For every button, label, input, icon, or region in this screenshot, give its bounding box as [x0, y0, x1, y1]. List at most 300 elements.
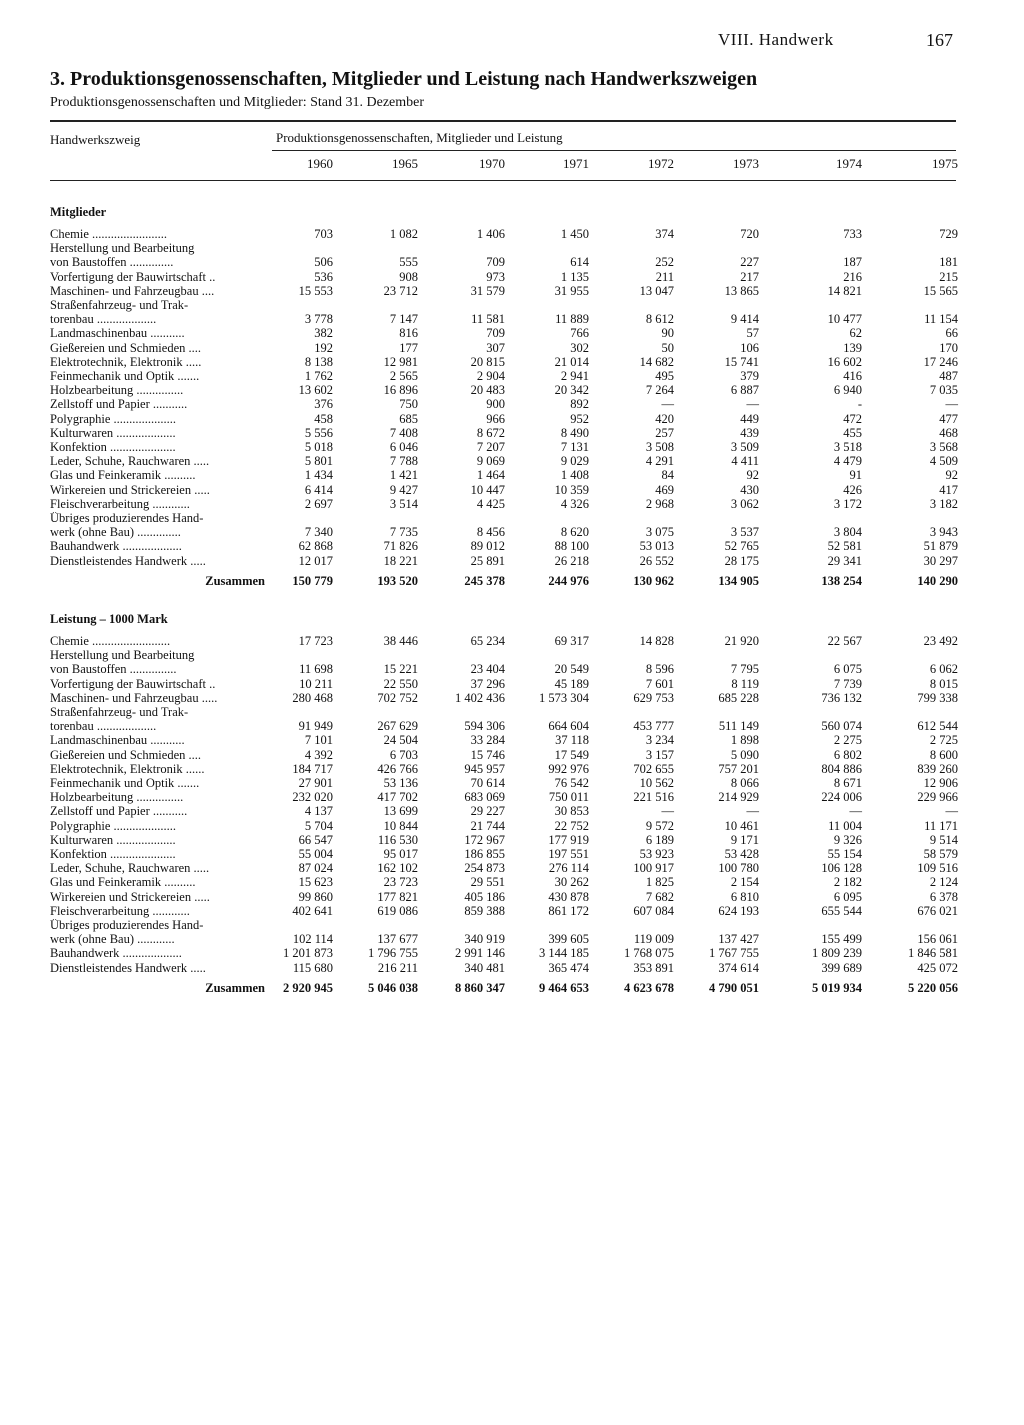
cell-1960: 506 [314, 255, 333, 270]
cell-1973: 1 898 [730, 733, 759, 748]
cell-1973: 449 [740, 411, 759, 426]
cell-1971: 302 [570, 340, 589, 355]
cell-1965: 3 514 [389, 496, 418, 511]
cell-1973: 5 090 [730, 747, 759, 762]
page-number: 167 [926, 30, 953, 50]
cell-1973: 227 [740, 255, 759, 270]
table-row [50, 469, 960, 482]
cell-1971: 22 752 [554, 818, 589, 833]
cell-1972: 495 [655, 369, 674, 383]
cell-1971: 3 144 185 [539, 946, 589, 961]
cell-1972: 221 516 [633, 790, 674, 805]
group-column-header: Produktionsgenossenschaften, Mitglieder und Leistung [276, 130, 563, 145]
cell-1975: 4 509 [929, 454, 958, 469]
cell-1973: 3 509 [730, 440, 759, 454]
cell-1974: 3 804 [833, 525, 862, 540]
cell-1974: - [857, 397, 862, 412]
cell-1965: 1 796 755 [368, 946, 418, 961]
row-label: werk (ohne Bau) .............. [50, 526, 181, 540]
chapter-title: VIII. Handwerk [718, 30, 834, 49]
cell-1974: 22 567 [827, 634, 862, 648]
cell-1974: 733 [843, 227, 862, 241]
cell-1971: 1 573 304 [539, 690, 589, 705]
cell-1975: 12 906 [923, 776, 958, 790]
cell-1970: 254 873 [464, 861, 505, 876]
cell-1970: 7 207 [476, 440, 505, 454]
row-label: Gießereien und Schmieden .... [50, 341, 201, 355]
row-label: Fleischverarbeitung ............ [50, 904, 190, 918]
cell-1971: 766 [570, 326, 589, 341]
cell-1973: 379 [740, 369, 759, 383]
cell-1973: 106 [740, 340, 759, 355]
cell-1974: 399 689 [821, 960, 862, 975]
cell-1972: 84 [661, 468, 674, 483]
cell-1974: 2 182 [833, 875, 862, 890]
cell-1960: 12 017 [298, 553, 333, 568]
cell-1972: 469 [655, 482, 674, 497]
cell-1970: 31 579 [470, 283, 505, 298]
table-row [50, 398, 960, 411]
cell-1973: 53 428 [724, 847, 759, 861]
cell-1965: 750 [399, 397, 418, 412]
cell-1960: 15 553 [298, 283, 333, 298]
cell-1972: 8 596 [645, 662, 674, 677]
cell-1974: 62 [849, 326, 862, 341]
cell-1971: 20 342 [554, 383, 589, 398]
cell-1965: 7 408 [389, 425, 418, 440]
cell-1971: 1 450 [560, 227, 589, 241]
cell-1975: 66 [945, 326, 958, 341]
row-label: von Baustoffen .............. [50, 256, 174, 270]
cell-1960: 402 641 [292, 903, 333, 918]
cell-1970: 709 [486, 255, 505, 270]
cell-1975: — [945, 397, 958, 412]
cell-1974: 91 [849, 468, 862, 483]
table-row [50, 678, 960, 691]
cell-1970: 900 [486, 397, 505, 412]
cell-1972: 7 264 [645, 383, 674, 398]
table-row [50, 763, 960, 776]
cell-1970: 307 [486, 340, 505, 355]
cell-1970: 340 919 [464, 932, 505, 947]
row-label: Gießereien und Schmieden .... [50, 748, 201, 762]
cell-1975: 799 338 [917, 690, 958, 705]
year-header-1973: 1973 [733, 156, 759, 171]
cell-1965: 2 565 [389, 369, 418, 383]
cell-1975: 8 015 [929, 676, 958, 691]
cell-1974: 14 821 [827, 283, 862, 298]
cell-1970: 2 904 [476, 369, 505, 383]
cell-1975: 181 [939, 255, 958, 270]
table-row [50, 905, 960, 918]
cell-1971: 26 218 [554, 553, 589, 568]
cell-1974: 216 [843, 269, 862, 284]
cell-1965: 417 702 [377, 790, 418, 805]
cell-1960: 376 [314, 397, 333, 412]
cell-1975: 487 [939, 369, 958, 383]
cell-1970: 966 [486, 411, 505, 426]
cell-1972: 4 623 678 [624, 980, 674, 995]
row-label: Polygraphie .................... [50, 819, 177, 833]
row-label: Konfektion ..................... [50, 441, 176, 454]
cell-1971: 17 549 [554, 747, 589, 762]
cell-1975: 8 600 [929, 747, 958, 762]
table-row [50, 919, 960, 932]
cell-1965: 5 046 038 [368, 980, 418, 995]
cell-1960: 11 698 [299, 662, 333, 677]
cell-1972: 3 075 [645, 525, 674, 540]
section-title: Leistung – 1000 Mark [50, 612, 168, 626]
cell-1970: 340 481 [464, 960, 505, 975]
cell-1974: 455 [843, 425, 862, 440]
row-label: werk (ohne Bau) ............ [50, 933, 175, 947]
row-label: Glas und Feinkeramik .......... [50, 876, 196, 890]
row-label: Vorfertigung der Bauwirtschaft .. [50, 677, 216, 691]
table-row [50, 327, 960, 340]
cell-1960: 536 [314, 269, 333, 284]
cell-1971: 861 172 [548, 903, 589, 918]
cell-1972: 3 157 [645, 747, 674, 762]
cell-1974: 3 172 [833, 496, 862, 511]
cell-1974: 52 581 [827, 539, 862, 554]
cell-1972: 252 [655, 255, 674, 270]
cell-1960: 1 762 [304, 369, 333, 383]
cell-1965: 267 629 [377, 719, 418, 734]
cell-1974: 16 602 [827, 354, 862, 369]
row-label: Elektrotechnik, Elektronik ...... [50, 762, 205, 776]
cell-1971: 9 029 [560, 454, 589, 469]
row-label: Landmaschinenbau ........... [50, 734, 185, 748]
cell-1974: 3 518 [833, 440, 862, 454]
cell-1975: 7 035 [929, 383, 958, 398]
table-row [50, 820, 960, 833]
table-subtitle: Produktionsgenossenschaften und Mitglieder: Stand 31. Dezember [50, 95, 425, 110]
cell-1975: 30 297 [923, 553, 958, 568]
cell-1975: 109 516 [917, 861, 958, 876]
cell-1973: 430 [740, 482, 759, 497]
row-label: Kulturwaren ................... [50, 426, 176, 440]
cell-1970: 29 227 [470, 804, 505, 819]
cell-1974: 8 671 [833, 776, 862, 790]
cell-1973: 3 062 [730, 496, 759, 511]
cell-1973: 21 920 [724, 634, 759, 648]
cell-1960: 6 414 [304, 482, 333, 497]
cell-1971: 30 853 [554, 804, 589, 819]
top-rule [50, 120, 956, 122]
row-label: Wirkereien und Strickereien ..... [50, 890, 210, 904]
cell-1974: 138 254 [821, 573, 862, 588]
total-row [50, 575, 960, 588]
cell-1970: 172 967 [464, 832, 505, 847]
cell-1970: 65 234 [470, 634, 505, 648]
cell-1972: 4 291 [645, 454, 674, 469]
cell-1972: 7 601 [645, 676, 674, 691]
cell-1970: 11 581 [471, 312, 505, 327]
cell-1971: 365 474 [548, 960, 589, 975]
cell-1973: 685 228 [718, 690, 759, 705]
table-row [50, 834, 960, 847]
cell-1960: 10 211 [299, 676, 333, 691]
cell-1975: 215 [939, 269, 958, 284]
cell-1970: 405 186 [464, 889, 505, 904]
cell-1975: 140 290 [917, 573, 958, 588]
cell-1965: 23 712 [383, 283, 418, 298]
table-row [50, 791, 960, 804]
cell-1973: 4 790 051 [709, 980, 759, 995]
cell-1970: 33 284 [470, 733, 505, 748]
cell-1972: — [661, 804, 674, 819]
year-header-1960: 1960 [307, 156, 333, 171]
table-row [50, 962, 960, 975]
cell-1973: 134 905 [718, 573, 759, 588]
cell-1972: 3 234 [645, 733, 674, 748]
cell-1965: 116 530 [377, 832, 418, 847]
cell-1972: 90 [661, 326, 674, 341]
table-row [50, 512, 960, 525]
cell-1971: 276 114 [548, 861, 589, 876]
cell-1973: 15 741 [724, 354, 759, 369]
row-label: Elektrotechnik, Elektronik ..... [50, 355, 202, 369]
cell-1975: — [945, 804, 958, 819]
cell-1970: 8 672 [476, 425, 505, 440]
row-label: Polygraphie .................... [50, 412, 177, 426]
cell-1965: 426 766 [377, 761, 418, 776]
cell-1974: 224 006 [821, 790, 862, 805]
row-label: Landmaschinenbau ........... [50, 327, 185, 341]
cell-1974: 1 809 239 [812, 946, 862, 961]
table-row [50, 285, 960, 298]
cell-1965: 16 896 [383, 383, 418, 398]
cell-1965: 7 788 [389, 454, 418, 469]
cell-1965: 555 [399, 255, 418, 270]
cell-1965: 193 520 [377, 573, 418, 588]
cell-1965: 12 981 [383, 354, 418, 369]
cell-1965: 162 102 [377, 861, 418, 876]
cell-1971: 7 131 [560, 440, 589, 454]
cell-1971: 88 100 [554, 539, 589, 554]
year-header-1971: 1971 [563, 156, 589, 171]
table-row [50, 413, 960, 426]
cell-1970: 20 815 [470, 354, 505, 369]
cell-1973: 10 461 [724, 818, 759, 833]
cell-1960: 2 920 945 [283, 980, 333, 995]
cell-1974: 6 802 [833, 747, 862, 762]
year-header-1970: 1970 [479, 156, 505, 171]
cell-1973: 624 193 [718, 903, 759, 918]
table-row [50, 299, 960, 312]
row-label: Feinmechanik und Optik ....... [50, 777, 200, 790]
cell-1974: 55 154 [827, 847, 862, 861]
cell-1965: 71 826 [383, 539, 418, 554]
table-row [50, 498, 960, 511]
cell-1972: 453 777 [633, 719, 674, 734]
cell-1973: 720 [740, 227, 759, 241]
cell-1965: 7 147 [389, 312, 418, 327]
cell-1971: 244 976 [548, 573, 589, 588]
cell-1960: 7 101 [304, 733, 333, 748]
cell-1972: 257 [655, 425, 674, 440]
cell-1975: 729 [939, 227, 958, 241]
cell-1960: 382 [314, 326, 333, 341]
cell-1973: 757 201 [718, 761, 759, 776]
cell-1973: 137 427 [718, 932, 759, 947]
table-row [50, 370, 960, 383]
cell-1972: — [661, 397, 674, 412]
cell-1972: 353 891 [633, 960, 674, 975]
cell-1975: 92 [945, 468, 958, 483]
cell-1970: 4 425 [476, 496, 505, 511]
cell-1965: 23 723 [383, 875, 418, 890]
cell-1975: 156 061 [917, 932, 958, 947]
table-row [50, 649, 960, 662]
first-column-header: Handwerkszweig [50, 132, 141, 147]
cell-1975: 612 544 [917, 719, 958, 734]
cell-1960: 115 680 [292, 960, 333, 975]
cell-1972: 14 682 [639, 354, 674, 369]
row-label: Holzbearbeitung ............... [50, 791, 184, 805]
cell-1970: 1 464 [476, 468, 505, 483]
cell-1971: 892 [570, 397, 589, 412]
cell-1970: 2 991 146 [455, 946, 505, 961]
table-row [50, 384, 960, 397]
cell-1974: 6 075 [833, 662, 862, 677]
row-label: Kulturwaren ................... [50, 833, 176, 847]
cell-1960: 8 138 [304, 354, 333, 369]
cell-1971: 2 941 [560, 369, 589, 383]
row-label: Maschinen- und Fahrzeugbau ..... [50, 691, 218, 705]
cell-1965: 177 [399, 340, 418, 355]
cell-1960: 62 868 [298, 539, 333, 554]
cell-1975: 15 565 [923, 283, 958, 298]
cell-1965: 18 221 [383, 553, 418, 568]
table-row [50, 692, 960, 705]
cell-1975: 2 725 [929, 733, 958, 748]
row-label: Zellstoff und Papier ........... [50, 398, 188, 412]
cell-1974: 155 499 [821, 932, 862, 947]
cell-1972: 2 968 [645, 496, 674, 511]
cell-1972: 26 552 [639, 553, 674, 568]
cell-1960: 1 434 [304, 468, 333, 483]
cell-1970: 8 860 347 [455, 980, 505, 995]
cell-1960: 280 468 [292, 690, 333, 705]
cell-1973: 13 865 [724, 283, 759, 298]
cell-1973: 217 [740, 269, 759, 284]
row-label: Straßenfahrzeug- und Trak- [50, 706, 189, 719]
cell-1960: 99 860 [298, 889, 333, 904]
cell-1972: 50 [661, 340, 674, 355]
cell-1970: 186 855 [464, 847, 505, 861]
cell-1974: 655 544 [821, 903, 862, 918]
cell-1973: 8 066 [730, 776, 759, 790]
cell-1974: 106 128 [821, 861, 862, 876]
row-label: Herstellung und Bearbeitung [50, 649, 195, 663]
cell-1973: 214 929 [718, 790, 759, 805]
cell-1965: 13 699 [383, 804, 418, 819]
table-row [50, 891, 960, 904]
table-row [50, 441, 960, 454]
row-label: Übriges produzierendes Hand- [50, 512, 204, 525]
cell-1973: 8 119 [731, 676, 759, 691]
cell-1973: 57 [746, 326, 759, 341]
year-header-1972: 1972 [648, 156, 674, 171]
cell-1970: 29 551 [470, 875, 505, 890]
table-row [50, 484, 960, 497]
cell-1975: 6 062 [929, 662, 958, 677]
cell-1965: 137 677 [377, 932, 418, 947]
cell-1974: 426 [843, 482, 862, 497]
cell-1975: 229 966 [917, 790, 958, 805]
row-label: Übriges produzierendes Hand- [50, 919, 204, 932]
cell-1960: 102 114 [292, 932, 333, 947]
cell-1960: 703 [314, 227, 333, 241]
cell-1960: 5 018 [304, 440, 333, 454]
cell-1970: 945 957 [464, 761, 505, 776]
table-row [50, 947, 960, 960]
cell-1972: 629 753 [633, 690, 674, 705]
cell-1975: 468 [939, 425, 958, 440]
cell-1971: 9 464 653 [539, 980, 589, 995]
cell-1965: 685 [399, 411, 418, 426]
cell-1960: 91 949 [298, 719, 333, 734]
cell-1970: 594 306 [464, 719, 505, 734]
row-label: torenbau ................... [50, 313, 157, 327]
table-row [50, 876, 960, 889]
row-label: Vorfertigung der Bauwirtschaft .. [50, 270, 216, 284]
row-label: Konfektion ..................... [50, 848, 176, 861]
row-label: torenbau ................... [50, 720, 157, 734]
table-row [50, 862, 960, 875]
table-row [50, 242, 960, 255]
cell-1960: 27 901 [298, 776, 333, 790]
cell-1965: 177 821 [377, 889, 418, 904]
cell-1965: 1 421 [389, 468, 418, 483]
cell-1974: 736 132 [821, 690, 862, 705]
table-row [50, 526, 960, 539]
cell-1960: 13 602 [298, 383, 333, 398]
cell-1975: 3 182 [929, 496, 958, 511]
cell-1960: 184 717 [292, 761, 333, 776]
row-label: Herstellung und Bearbeitung [50, 242, 195, 256]
cell-1970: 1 406 [476, 227, 505, 241]
cell-1965: 6 703 [389, 747, 418, 762]
table-row [50, 777, 960, 790]
row-label: Straßenfahrzeug- und Trak- [50, 299, 189, 312]
row-label: Bauhandwerk ................... [50, 540, 182, 554]
cell-1965: 908 [399, 269, 418, 284]
cell-1972: 211 [655, 269, 674, 284]
cell-1973: 2 154 [730, 875, 759, 890]
cell-1965: 15 221 [383, 662, 418, 677]
cell-1973: 6 887 [730, 383, 759, 398]
cell-1974: 10 477 [827, 312, 862, 327]
cell-1970: 8 456 [476, 525, 505, 540]
row-label: Dienstleistendes Handwerk ..... [50, 961, 206, 975]
cell-1974: — [849, 804, 862, 819]
cell-1973: 7 795 [730, 662, 759, 677]
cell-1972: 10 562 [639, 776, 674, 790]
cell-1972: 8 612 [645, 312, 674, 327]
cell-1973: 6 810 [730, 889, 759, 904]
cell-1960: 5 801 [304, 454, 333, 469]
row-label: Chemie ........................ [50, 228, 168, 241]
table-row [50, 540, 960, 553]
cell-1970: 21 744 [470, 818, 505, 833]
cell-1970: 859 388 [464, 903, 505, 918]
cell-1971: 750 011 [548, 790, 589, 805]
cell-1974: 29 341 [827, 553, 862, 568]
cell-1971: 664 604 [548, 719, 589, 734]
cell-1970: 245 378 [464, 573, 505, 588]
